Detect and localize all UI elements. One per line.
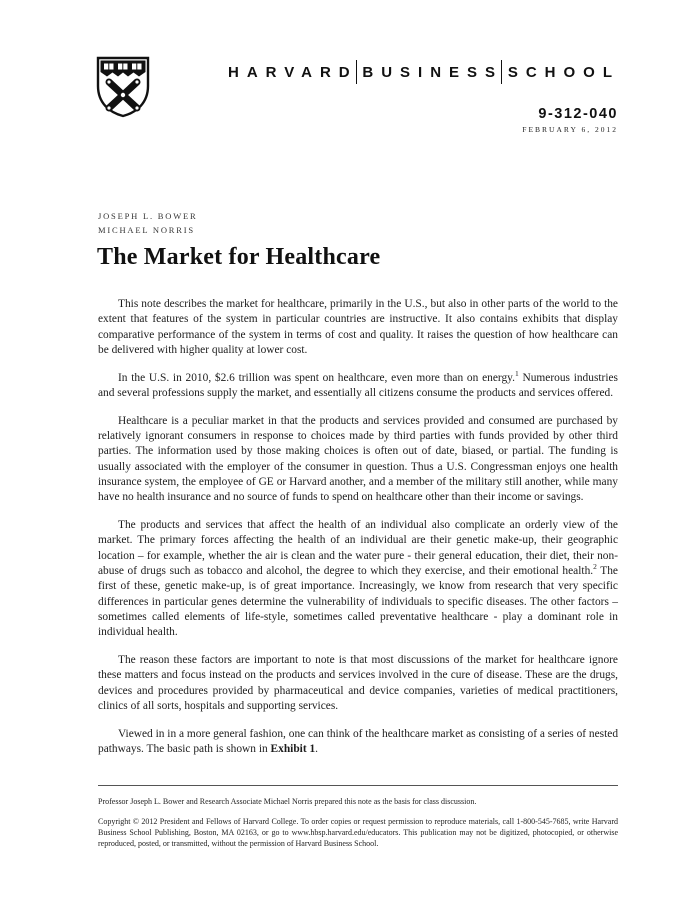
footer-copyright-notice: Copyright © 2012 President and Fellows of Harvard College. To order copies or request permission to reproduce materials, call 1-800-545-7685, write Harvard Business School Publishing, Boston, MA 02163, or go to www.hbsp.harvard.edu/educators. This publication may not be digitized, photocopied, or otherwise reproduced, posted, or transmitted, without the permission of Harvard Business School.	[98, 817, 618, 848]
paragraph: Viewed in in a more general fashion, one can think of the healthcare market as consisting of a series of nested pathways. The basic path is shown in Exhibit 1.	[98, 727, 619, 755]
document-number: 9-312-040	[538, 106, 618, 122]
paragraph: In the U.S. in 2010, $2.6 trillion was spent on healthcare, even more than on energy.$^1$ Numerous industries and several professions supply the market, and essentially all citizens consume the products and services offered.	[98, 368, 618, 399]
body-paragraphs	[98, 297, 618, 770]
paragraph: Healthcare is a peculiar market in that the products and services provided and consumed are purchased by relatively ignorant consumers in response to choices made by third parties with funds provided by other third parties. The information used by those making choices is often out of date, biased, or partial. The funding is usually associated with the employer of the consumer in question. Thus a U.S. Congressman enjoys one health insurance system, the employee of GE or Harvard another, and a member of the military still another, while many have no health insurance and no source of funds to spend on healthcare other than their income or savings.	[98, 414, 618, 504]
wordmark-school: SCHOOL	[507, 63, 620, 81]
footer-divider	[98, 785, 618, 786]
paragraph: This note describes the market for healthcare, primarily in the U.S., but also in other parts of the world to the extent that features of the system in particular countries are instructive. It also contains exhibits that display comparative performance of the system in terms of cost and quality. It raises the question of how healthcare can be delivered with higher quality at lower cost.	[98, 298, 618, 356]
paragraph: The products and services that affect the health of an individual also complicate an orderly view of the market. The primary forces affecting the health of an individual are their genetic make-up, their geographic location – for example, whether the air is clean and the water pure - their general education, their diet, their non-abuse of drugs such as tobacco and alcohol, the degree to which they exercise, and their emotional health.$^2$ The first of these, genetic make-up, is of great importance. Increasingly, we know from research that very specific differences in particular genes determine the vulnerability of individuals to specific diseases. The other factors – sometimes called elements of life-style, sometimes called preventative healthcare - play a dominant role in individual health.	[98, 519, 618, 639]
paragraph: The reason these factors are important to note is that most discussions of the market for healthcare ignore these matters and focus instead on the products and services involved in the cure of disease. These are the drugs, devices and procedures provided by pharmaceutical and device companies, varieties of medical practitioners, clinics of all sorts, hospitals and supporting services.	[98, 653, 618, 712]
footer-preparation-note: Professor Joseph L. Bower and Research Associate Michael Norris prepared this note as the basis for class discussion.	[98, 797, 477, 806]
wordmark-harvard: HARVARD	[228, 63, 358, 81]
hbs-wordmark	[228, 60, 620, 84]
wordmark-divider	[356, 60, 357, 84]
hbs-shield-icon	[95, 56, 151, 118]
author-byline	[98, 209, 198, 237]
footer	[98, 785, 618, 858]
document-date: FEBRUARY 6, 2012	[522, 125, 618, 134]
wordmark-divider	[501, 60, 502, 84]
document-id-block	[522, 106, 618, 134]
wordmark-business: BUSINESS	[362, 63, 504, 81]
author-name: MICHAEL NORRIS	[98, 225, 195, 235]
author-name: JOSEPH L. BOWER	[98, 211, 198, 221]
page-title: The Market for Healthcare	[97, 244, 381, 270]
